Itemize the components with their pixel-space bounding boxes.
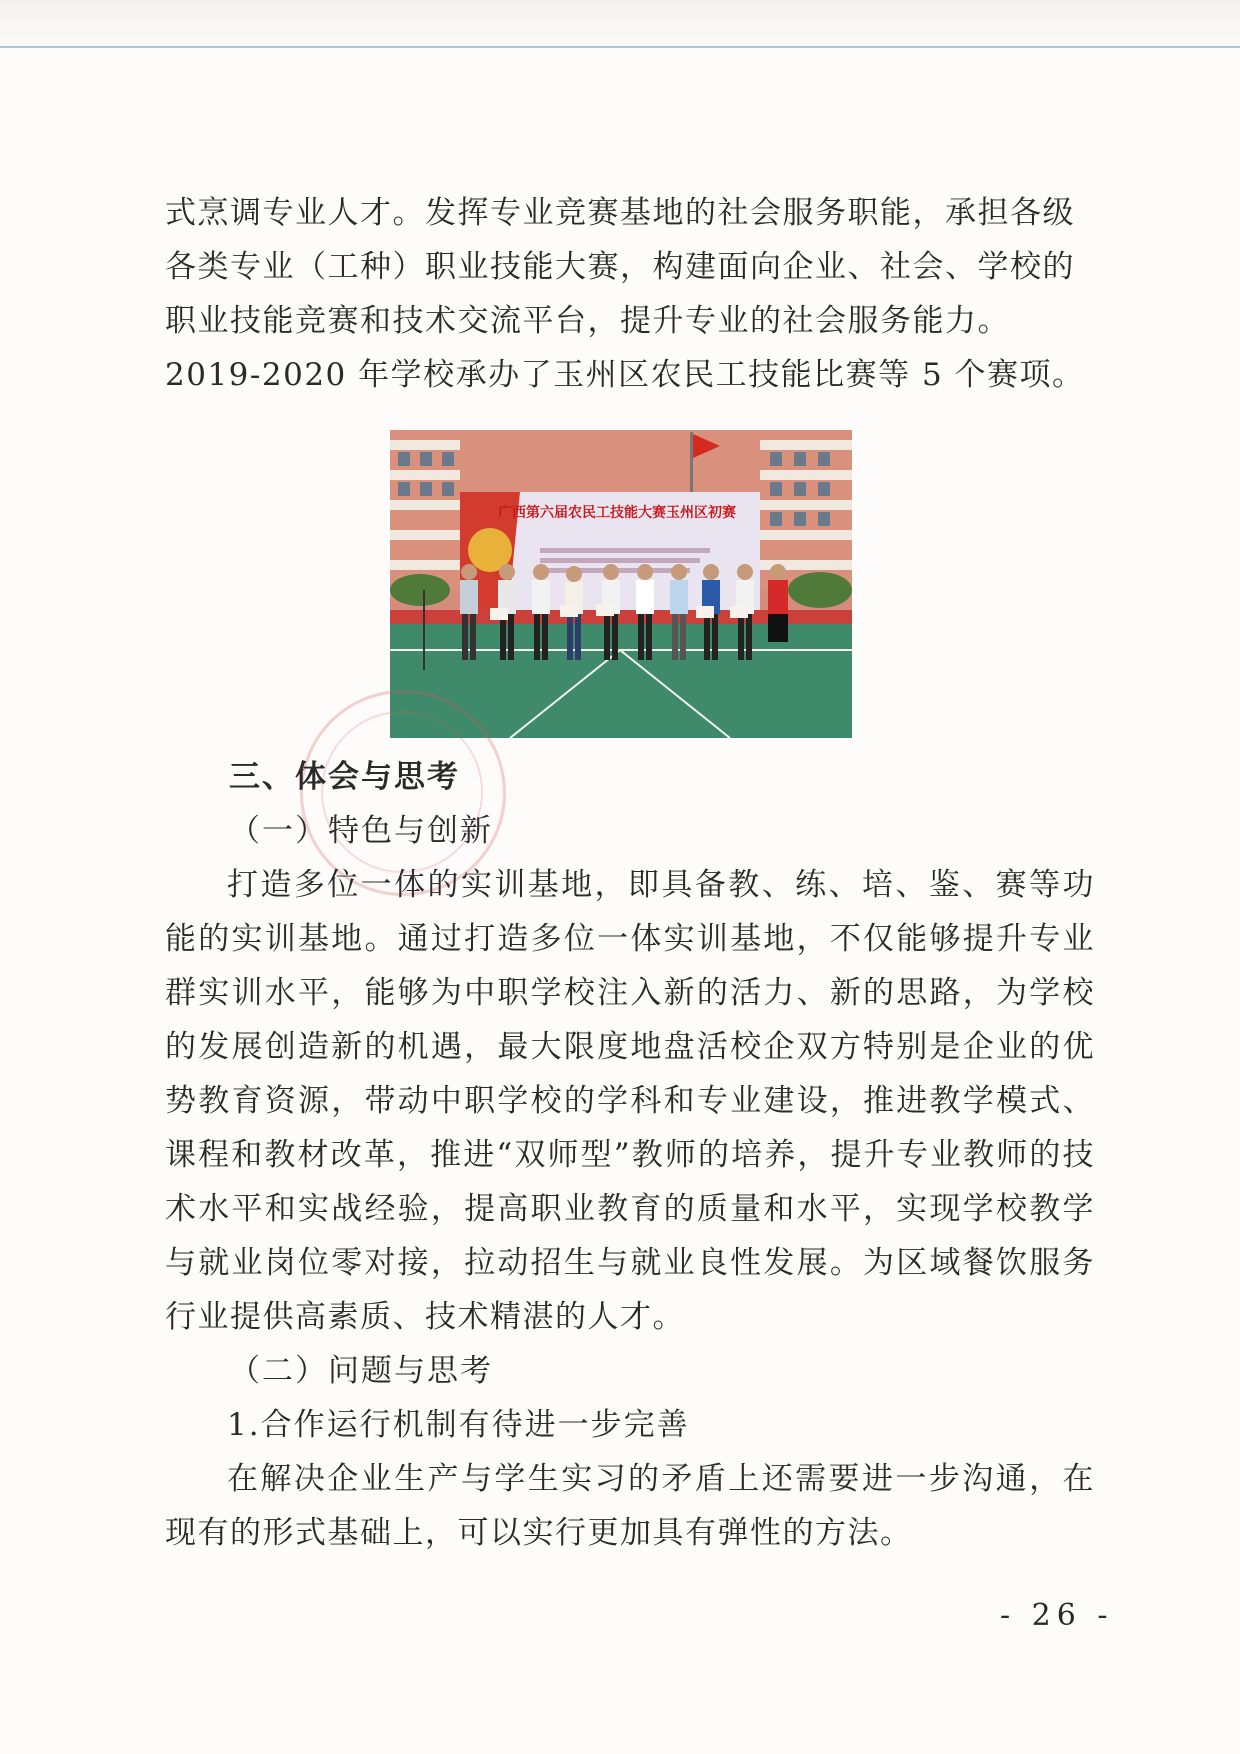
section-3 xyxy=(165,750,1095,1560)
item-1-paragraph: 在解决企业生产与学生实习的矛盾上还需要进一步沟通，在现有的形式基础上，可以实行更加具有弹性的方法。 xyxy=(165,1461,1095,1551)
intro-line-3: 职业技能竞赛和技术交流平台，提升专业的社会服务能力。 xyxy=(165,303,1010,339)
subsection-1-heading: （一）特色与创新 xyxy=(229,813,493,849)
intro-text xyxy=(165,186,1095,402)
intro-line-4: 2019-2020 年学校承办了玉州区农民工技能比赛等 5 个赛项。 xyxy=(165,357,1085,393)
header-rule xyxy=(0,46,1240,48)
intro-line-1: 式烹调专业人才。发挥专业竞赛基地的社会服务职能，承担各级 xyxy=(165,195,1075,231)
item-1-heading: 1.合作运行机制有待进一步完善 xyxy=(227,1407,690,1443)
competition-photo xyxy=(390,430,852,738)
subsection-1-paragraph: 打造多位一体的实训基地，即具备教、练、培、鉴、赛等功能的实训基地。通过打造多位一体实训基地，不仅能够提升专业群实训水平，能够为中职学校注入新的活力、新的思路，为学校的发展创造新的机遇，最大限度地盘活校企双方特别是企业的优势教育资源，带动中职学校的学科和专业建设，推进教学模式、课程和教材改革，推进“双师型”教师的培养，提升专业教师的技术水平和实战经验，提高职业教育的质量和水平，实现学校教学与就业岗位零对接，拉动招生与就业良性发展。为区域餐饮服务行业提供高素质、技术精湛的人才。 xyxy=(165,867,1095,1335)
page-number: - 26 - xyxy=(1000,1598,1114,1633)
section-heading: 三、体会与思考 xyxy=(229,759,460,795)
scan-top-band xyxy=(0,0,1240,44)
banner-title: 广西第六届农民工技能大赛玉州区初赛 xyxy=(498,505,736,521)
subsection-2-heading: （二）问题与思考 xyxy=(229,1353,493,1389)
intro-line-2: 各类专业（工种）职业技能大赛，构建面向企业、社会、学校的 xyxy=(165,249,1075,285)
